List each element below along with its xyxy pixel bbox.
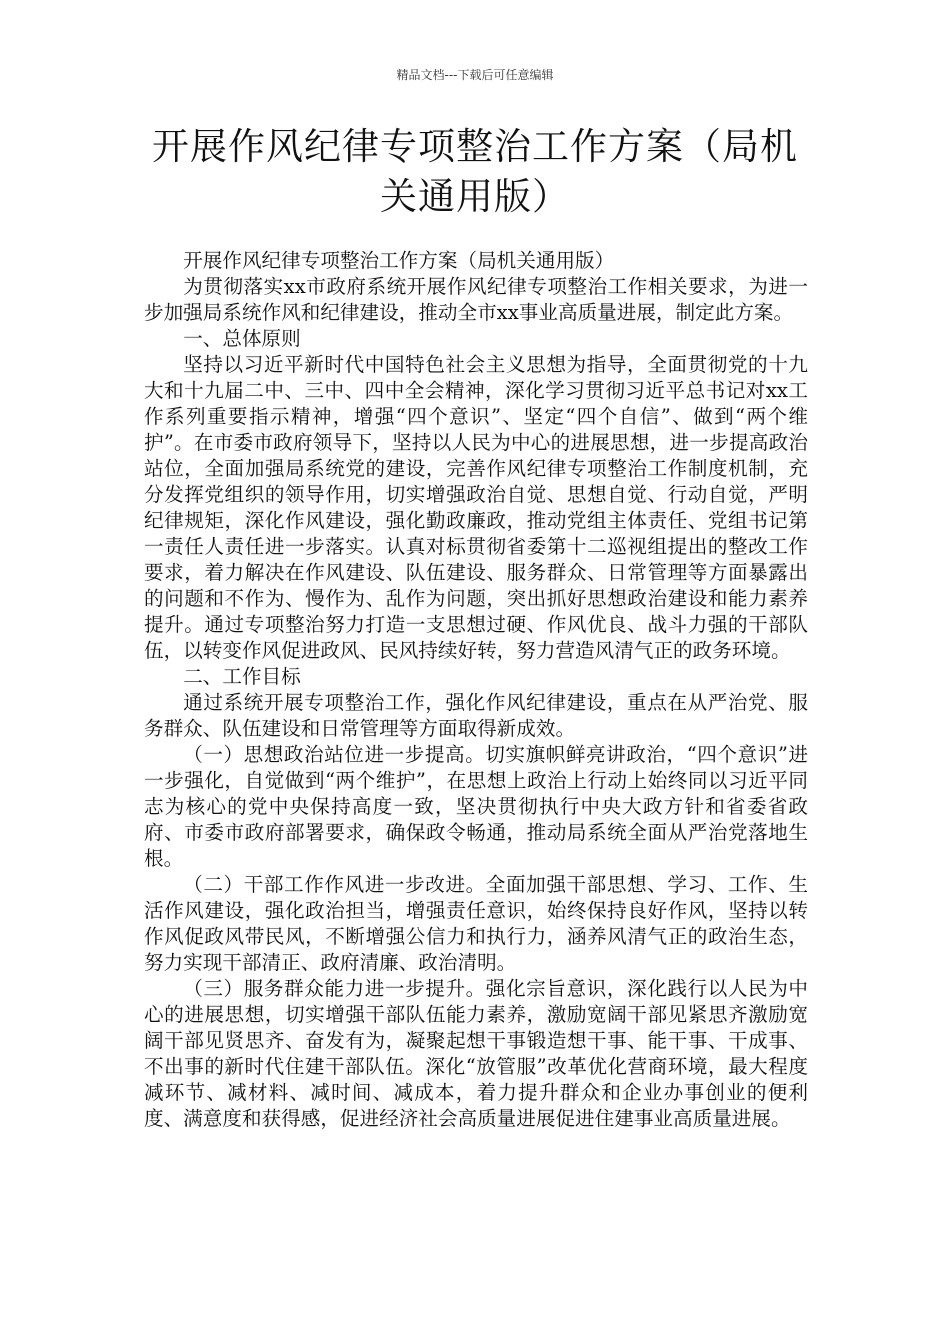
document-title: 开展作风纪律专项整治工作方案（局机关通用版） (152, 125, 798, 218)
paragraph-goal-3: （三）服务群众能力进一步提升。强化宗旨意识，深化践行以人民为中心的进展思想，切实增强干部队伍能力素养，激励宽阔干部见紧思齐激励宽阔干部见贤思齐、奋发有为，凝聚起想干事锻造想干事、能干事、干成事、不出事的新时代住建干部队伍。深化“放管服”改革优化营商环境，最大程度减环节、减材料、减时间、减成本，着力提升群众和企业办事创业的便利度、满意度和获得感，促进经济社会高质量进展促进住建事业高质量进展。 (144, 977, 808, 1130)
paragraph-intro: 为贯彻落实xx市政府系统开展作风纪律专项整治工作相关要求，为进一步加强局系统作风和纪律建设，推动全市xx事业高质量进展，制定此方案。 (144, 275, 808, 324)
paragraph-principles: 坚持以习近平新时代中国特色社会主义思想为指导，全面贯彻党的十九大和十九届二中、三中、四中全会精神，深化学习贯彻习近平总书记对xx工作系列重要指示精神，增强“四个意识”、坚定“四个自信”、做到“两个维护”。在市委市政府领导下，坚持以人民为中心的进展思想，进一步提高政治站位，全面加强局系统党的建设，完善作风纪律专项整治工作制度机制，充分发挥党组织的领导作用，切实增强政治自觉、思想自觉、行动自觉，严明纪律规矩，深化作风建设，强化勤政廉政，推动党组主体责任、党组书记第一责任人责任进一步落实。认真对标贯彻省委第十二巡视组提出的整改工作要求，着力解决在作风建设、队伍建设、服务群众、日常管理等方面暴露出的问题和不作为、慢作为、乱作为问题，突出抓好思想政治建设和能力素养提升。通过专项整治努力打造一支思想过硬、作风优良、战斗力强的干部队伍，以转变作风促进政风、民风持续好转，努力营造风清气正的政务环境。 (144, 353, 808, 662)
section-heading-principles: 一、总体原则 (183, 327, 301, 350)
paragraph-subtitle: 开展作风纪律专项整治工作方案（局机关通用版） (183, 249, 615, 272)
section-heading-goals: 二、工作目标 (183, 665, 301, 688)
paragraph-goal-2: （二）干部工作作风进一步改进。全面加强干部思想、学习、工作、生活作风建设，强化政治担当，增强责任意识，始终保持良好作风，坚持以转作风促政风带民风，不断增强公信力和执行力，涵养风清气正的政治生态，努力实现干部清正、政府清廉、政治清明。 (144, 873, 808, 974)
header-note: 精品文档---下载后可任意编辑 (396, 68, 554, 82)
paragraph-goals: 通过系统开展专项整治工作，强化作风纪律建设，重点在从严治党、服务群众、队伍建设和日常管理等方面取得新成效。 (144, 691, 808, 740)
document-body (144, 248, 808, 1132)
paragraph-goal-1: （一）思想政治站位进一步提高。切实旗帜鲜亮讲政治，“四个意识”进一步强化，自觉做到“两个维护”，在思想上政治上行动上始终同以习近平同志为核心的党中央保持高度一致，坚决贯彻执行中央大政方针和省委省政府、市委市政府部署要求，确保政令畅通，推动局系统全面从严治党落地生根。 (144, 743, 808, 870)
